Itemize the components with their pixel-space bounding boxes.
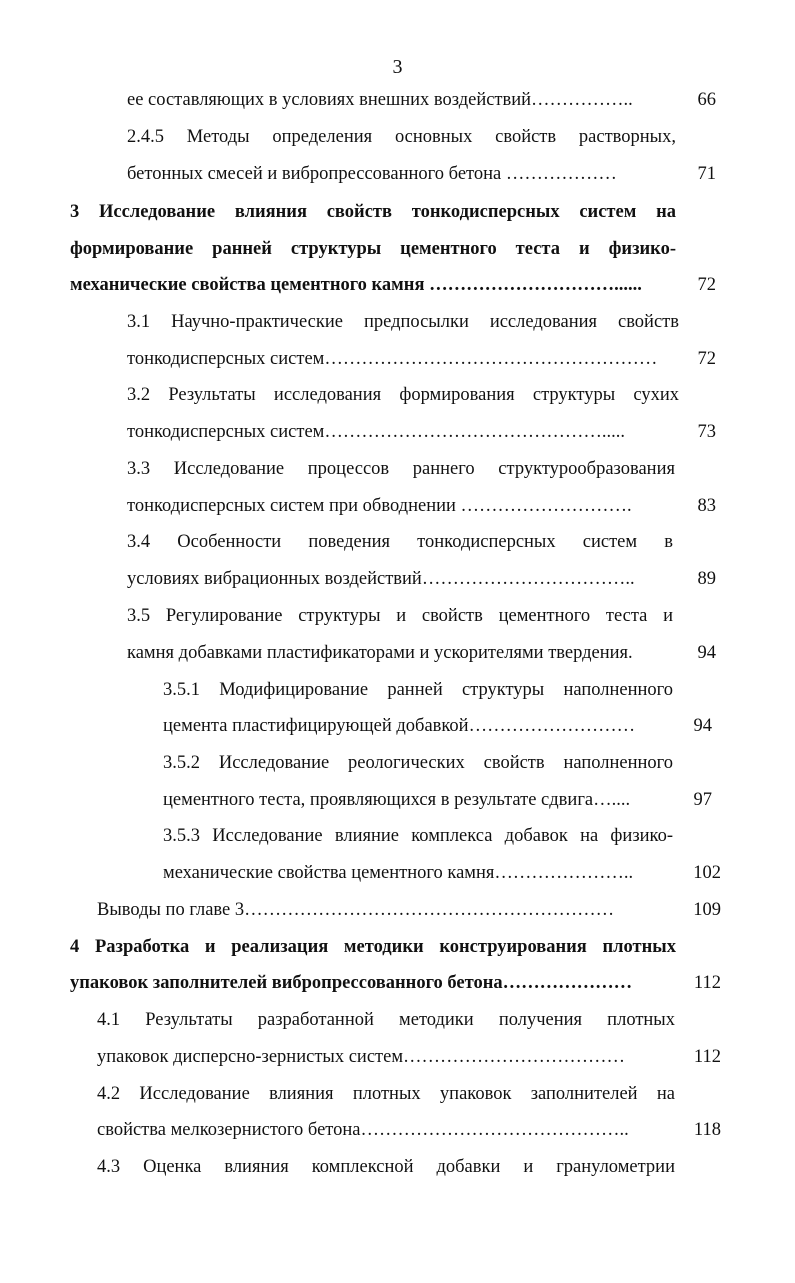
toc-entry-text: бетонных смесей и вибропрессованного бетона ……………… xyxy=(127,164,617,184)
toc-entry-text: тонкодисперсных систем при обводнении ………………………. xyxy=(127,496,632,516)
toc-entry-page: 118 xyxy=(693,1120,721,1140)
toc-entry-page: 71 xyxy=(697,164,716,184)
toc-entry-page: 72 xyxy=(697,275,716,295)
toc-entry-text: 3.1 Научно-практические предпосылки исследования свойств xyxy=(127,312,679,332)
toc-entry-text: механические свойства цементного камня………………….. xyxy=(163,863,634,883)
toc-entry-text: 3.5.3 Исследование влияние комплекса добавок на физико- xyxy=(163,826,673,846)
toc-entry-text: 3.3 Исследование процессов раннего структурообразования xyxy=(127,459,675,479)
toc-entry-text: свойства мелкозернистого бетона…………………………………….. xyxy=(97,1120,629,1140)
toc-entry-text: упаковок дисперсно-зернистых систем……………………………… xyxy=(97,1047,626,1067)
toc-entry-text: 2.4.5 Методы определения основных свойств растворных, xyxy=(127,127,676,147)
toc-entry-page: 72 xyxy=(697,349,716,369)
toc-entry-page: 109 xyxy=(693,900,721,920)
toc-entry-page: 83 xyxy=(697,496,716,516)
toc-entry-text: цемента пластифицирующей добавкой……………………… xyxy=(163,716,636,736)
toc-entry-text: цементного теста, проявляющихся в результате сдвига….... xyxy=(163,790,631,810)
toc-entry-text: Выводы по главе 3…………………………………………………… xyxy=(97,900,615,920)
toc-entry-text: 3.2 Результаты исследования формирования структуры сухих xyxy=(127,385,679,405)
toc-entry-text: 4.3 Оценка влияния комплексной добавки и гранулометрии xyxy=(97,1157,675,1177)
toc-entry-page: 94 xyxy=(693,716,712,736)
toc-entry-page: 112 xyxy=(693,973,721,993)
toc-entry-text: камня добавками пластификаторами и ускорителями твердения. xyxy=(127,643,633,663)
page-number: 3 xyxy=(392,56,403,78)
toc-entry-text: тонкодисперсных систем……………………………………………… xyxy=(127,349,658,369)
toc-entry-text: тонкодисперсных систем………………………………………..... xyxy=(127,422,626,442)
toc-entry-page: 112 xyxy=(693,1047,721,1067)
toc-chapter-heading: 4 Разработка и реализация методики конструирования плотных xyxy=(70,937,676,957)
toc-entry-text: 4.2 Исследование влияния плотных упаковок заполнителей на xyxy=(97,1084,675,1104)
toc-entry-text: 3.4 Особенности поведения тонкодисперсных систем в xyxy=(127,532,673,552)
toc-entry-text: 4.1 Результаты разработанной методики получения плотных xyxy=(97,1010,675,1030)
toc-entry-page: 97 xyxy=(693,790,712,810)
toc-entry-page: 89 xyxy=(697,569,716,589)
toc-chapter-heading: формирование ранней структуры цементного теста и физико- xyxy=(70,239,676,259)
toc-chapter-heading: 3 Исследование влияния свойств тонкодисперсных систем на xyxy=(70,202,676,222)
toc-entry-text: ее составляющих в условиях внешних воздействий…………….. xyxy=(127,90,633,110)
toc-entry-page: 66 xyxy=(697,90,716,110)
toc-entry-text: 3.5 Регулирование структуры и свойств цементного теста и xyxy=(127,606,673,626)
toc-chapter-heading: механические свойства цементного камня …………………………...... xyxy=(70,275,642,295)
toc-entry-text: 3.5.1 Модифицирование ранней структуры наполненного xyxy=(163,680,673,700)
toc-entry-page: 102 xyxy=(693,863,721,883)
toc-entry-page: 94 xyxy=(697,643,716,663)
toc-entry-text: 3.5.2 Исследование реологических свойств наполненного xyxy=(163,753,673,773)
toc-entry-page: 73 xyxy=(697,422,716,442)
toc-entry-text: условиях вибрационных воздействий…………………………….. xyxy=(127,569,635,589)
toc-chapter-heading: упаковок заполнителей вибропрессованного бетона………………… xyxy=(70,973,633,993)
